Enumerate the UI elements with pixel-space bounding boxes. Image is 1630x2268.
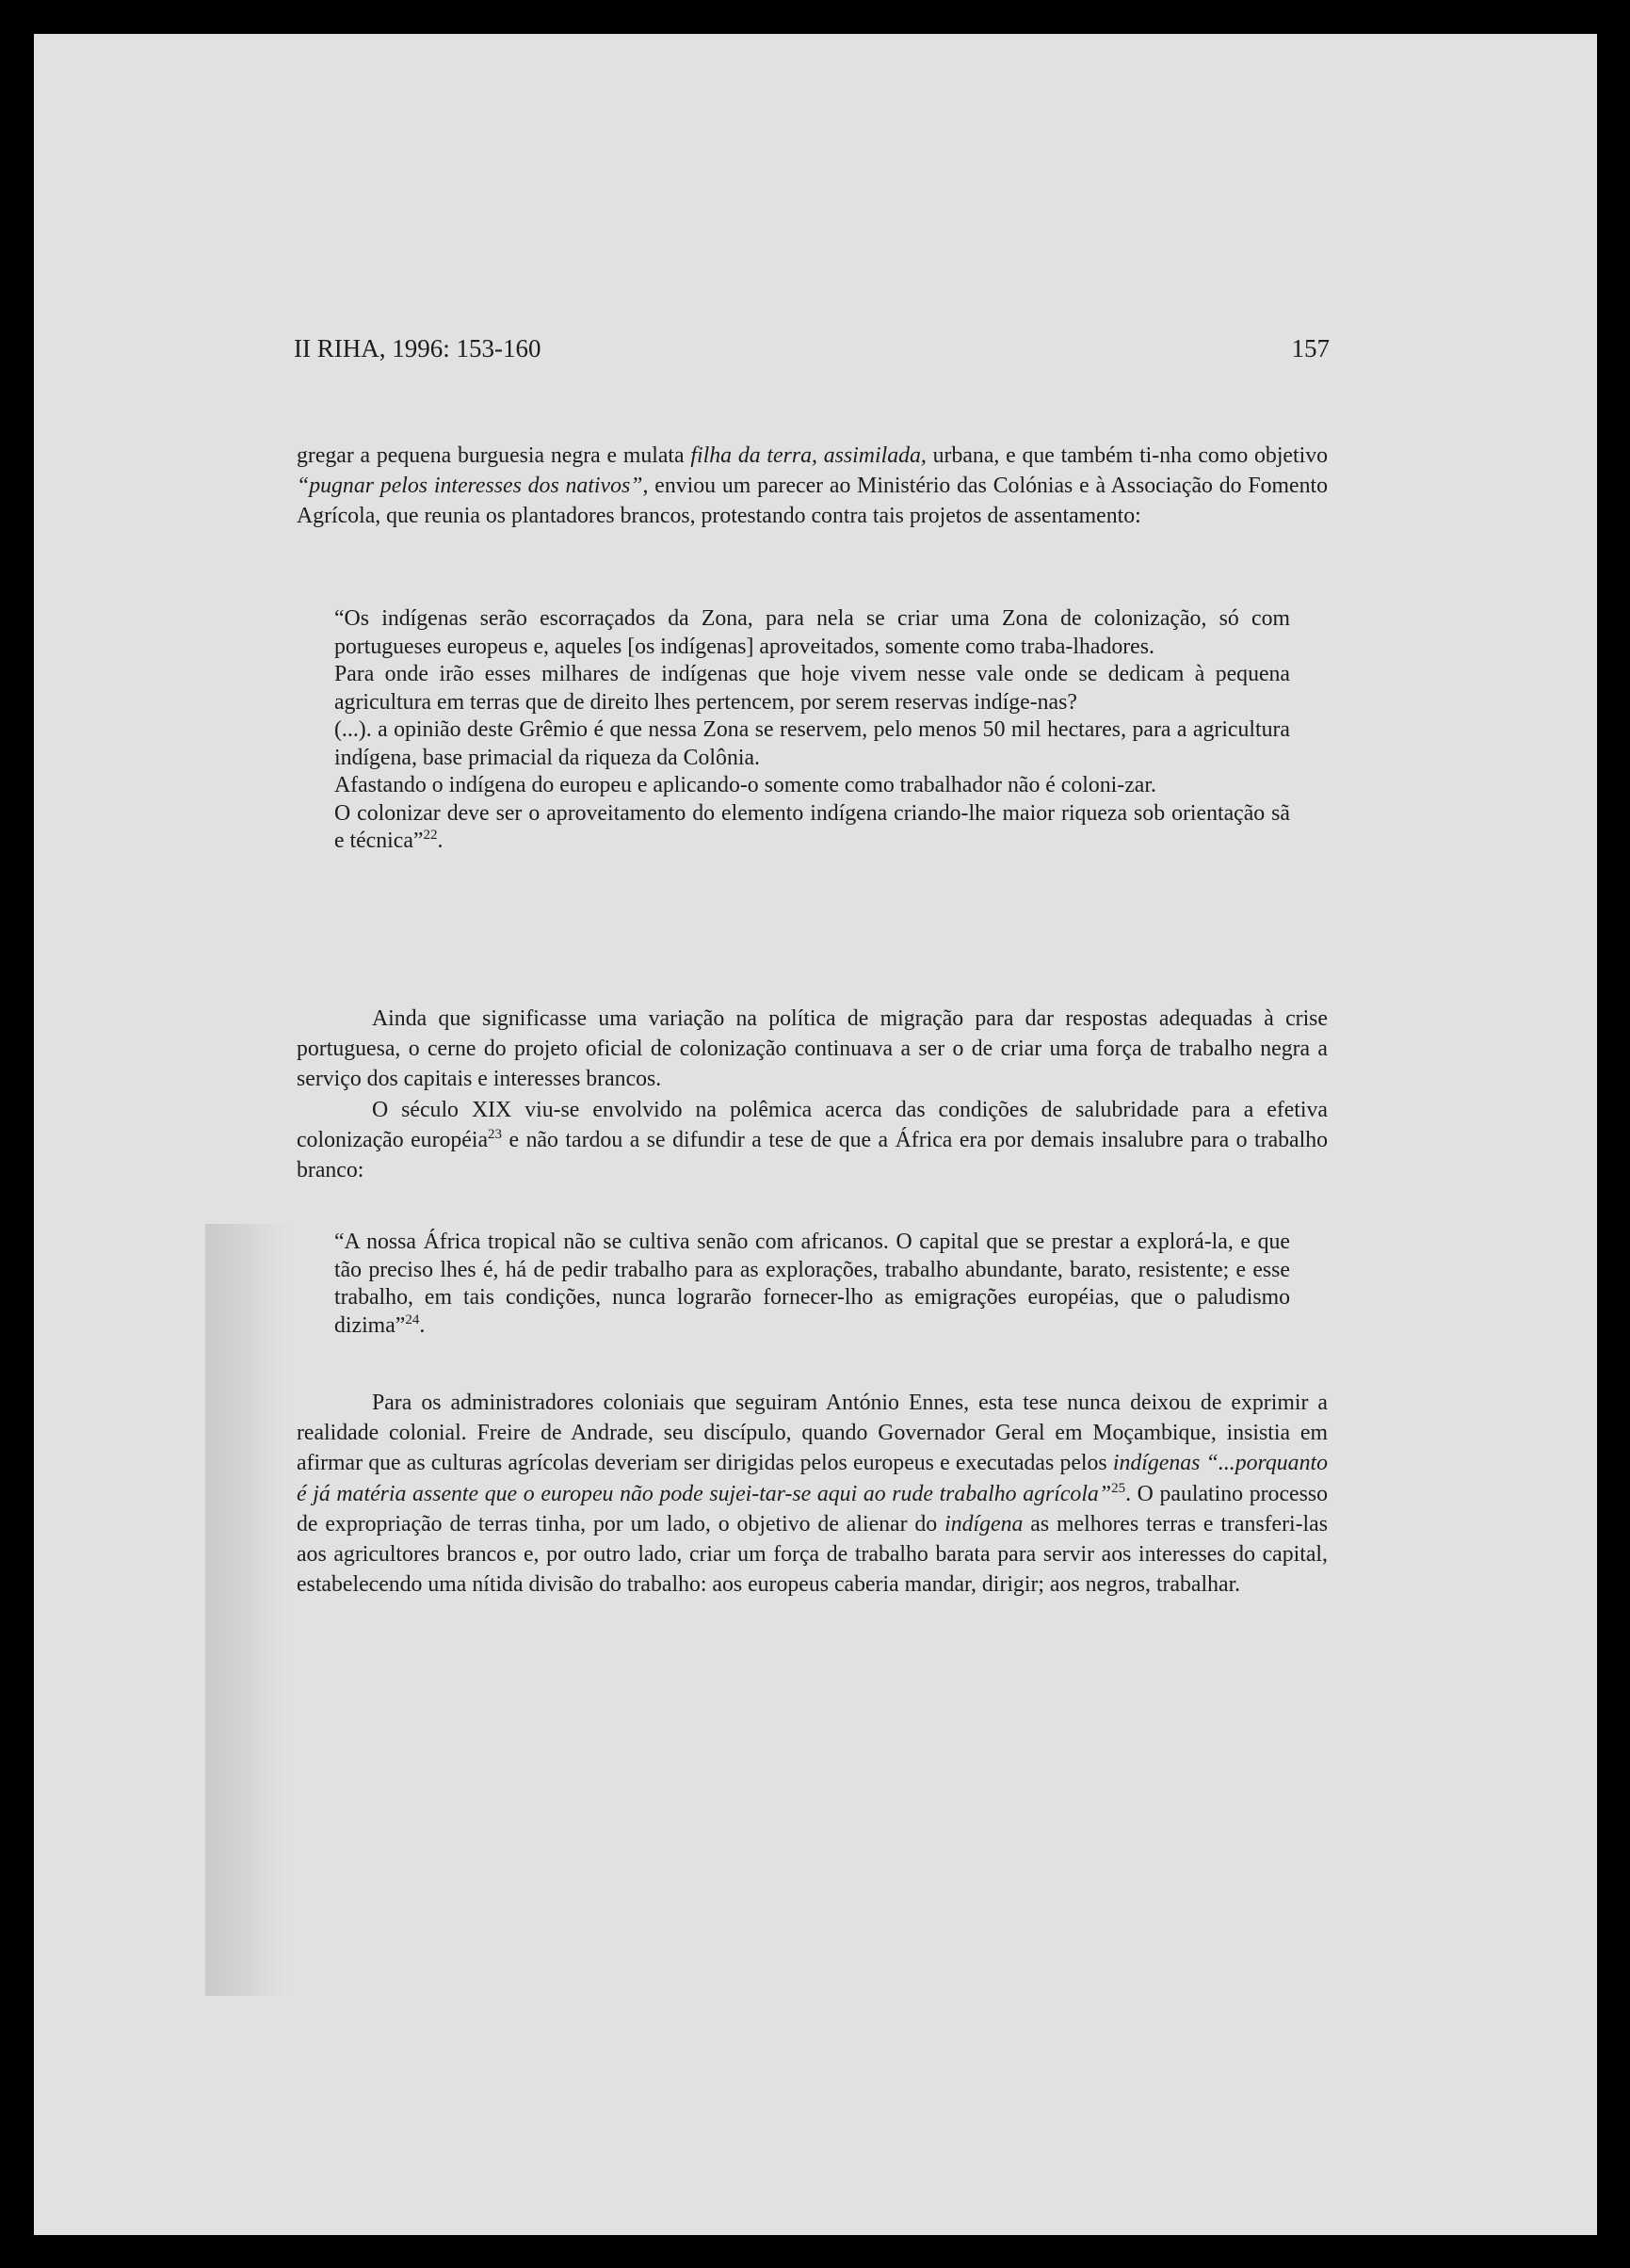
footnote-ref: 22 — [423, 828, 438, 844]
quote-text: “A nossa África tropical não se cultiva senão com africanos. O capital que se prestar a explorá-la, e que tão preciso lhes é, há de pedir trabalho para as explorações, trabalho abundante, barato, resistente; e esse trabalho, em tais condições, nunca lograrão fornecer-lho as emigrações européias, que o paludismo dizima” — [334, 1230, 1290, 1338]
italic-run: indígenas “...porquanto é já matéria assente que o europeu não pode sujei-tar-se aqui ao rude trabalho agrícola” — [297, 1451, 1328, 1506]
paragraph-1 — [297, 441, 1328, 532]
italic-run: indígena — [944, 1511, 1024, 1536]
scan-shadow — [205, 1224, 290, 1996]
italic-run: “pugnar pelos interesses dos nativos” — [297, 474, 643, 499]
text-run: urbana, e que também ti-nha como objetivo — [926, 443, 1329, 468]
paragraph-2 — [297, 1004, 1328, 1185]
text-run: , enviou um parecer ao Ministério das Colónias e à Associação do Fomento Agrícola, que reunia os plantadores brancos, protestando contra tais projetos de assentamento: — [297, 474, 1328, 529]
footnote-ref: 25 — [1111, 1480, 1126, 1496]
block-quote-2: “A nossa África tropical não se cultiva senão com africanos. O capital que se prestar a explorá-la, e que tão preciso lhes é, há de pedir trabalho para as explorações, trabalho abundante, barato, resistente; e esse trabalho, em tais condições, nunca lograrão fornecer-lho as emigrações européias, que o paludismo dizima”$^{24}$. — [334, 1230, 1290, 1338]
footnote-ref: 24 — [405, 1311, 420, 1327]
quote-line: “Os indígenas serão escorraçados da Zona, para nela se criar uma Zona de colonização, só com portugueses europeus e, aqueles [os indígenas] aproveitados, somente como traba-lhadores. — [334, 606, 1290, 659]
paragraph-text: Ainda que significasse uma variação na política de migração para dar respostas adequadas à crise portuguesa, o cerne do projeto oficial de colonização continuava a ser o de criar uma força de trabalho negra a serviço dos capitais e interesses brancos. — [297, 1006, 1328, 1092]
text-run: gregar a pequena burguesia negra e mulata — [297, 443, 691, 468]
quote-line: Afastando o indígena do europeu e aplicando-o somente como trabalhador não é coloni-zar. — [334, 773, 1156, 797]
italic-run: filha da terra, assimilada, — [690, 443, 927, 468]
quote-line: O colonizar deve ser o aproveitamento do elemento indígena criando-lhe maior riqueza sob orientação sã e técnica”$^{22}$. — [334, 800, 1290, 853]
paragraph-3: O século XIX viu-se envolvido na polêmica acerca das condições de salubridade para a efetiva colonização européia$^{23}$ e não tardou a se difundir a tese de que a África era por demais insalubre para o trabalho branco: — [297, 1097, 1329, 1183]
paragraph-4: Para os administradores coloniais que seguiram António Ennes, esta tese nunca deixou de exprimir a realidade colonial. Freire de Andrade, seu discípulo, quando Governador Geral em Moçambique, insistia em afirmar que as culturas agrícolas deveriam ser dirigidas pelos europeus e executadas pelos indígenas “...porquanto é já matéria assente que o europeu não pode sujei-tar-se aqui ao rude trabalho agrícola”$^{25}$. O paulatino processo de expropriação de terras tinha, por um lado, o objetivo de alienar do indígena as melhores terras e transferi-las aos agricultores brancos e, por outro lado, criar um força de trabalho barata para servir aos interesses do capital, estabelecendo uma nítida divisão do trabalho: aos europeus caberia mandar, dirigir; aos negros, trabalhar. — [297, 1391, 1328, 1598]
quote-line: (...). a opinião deste Grêmio é que nessa Zona se reservem, pelo menos 50 mil hectares, para a agricultura indígena, base primacial da riqueza da Colônia. — [334, 717, 1290, 770]
page-number: 157 — [1291, 334, 1330, 362]
footnote-ref: 23 — [488, 1126, 503, 1142]
journal-reference: II RIHA, 1996: 153-160 — [294, 334, 541, 362]
quote-line: Para onde irão esses milhares de indígenas que hoje vivem nesse vale onde se dedicam à pequena agricultura em terras que de direito lhes pertencem, por serem reservas indíge-nas? — [334, 662, 1290, 715]
block-quote-1 — [334, 605, 1290, 856]
